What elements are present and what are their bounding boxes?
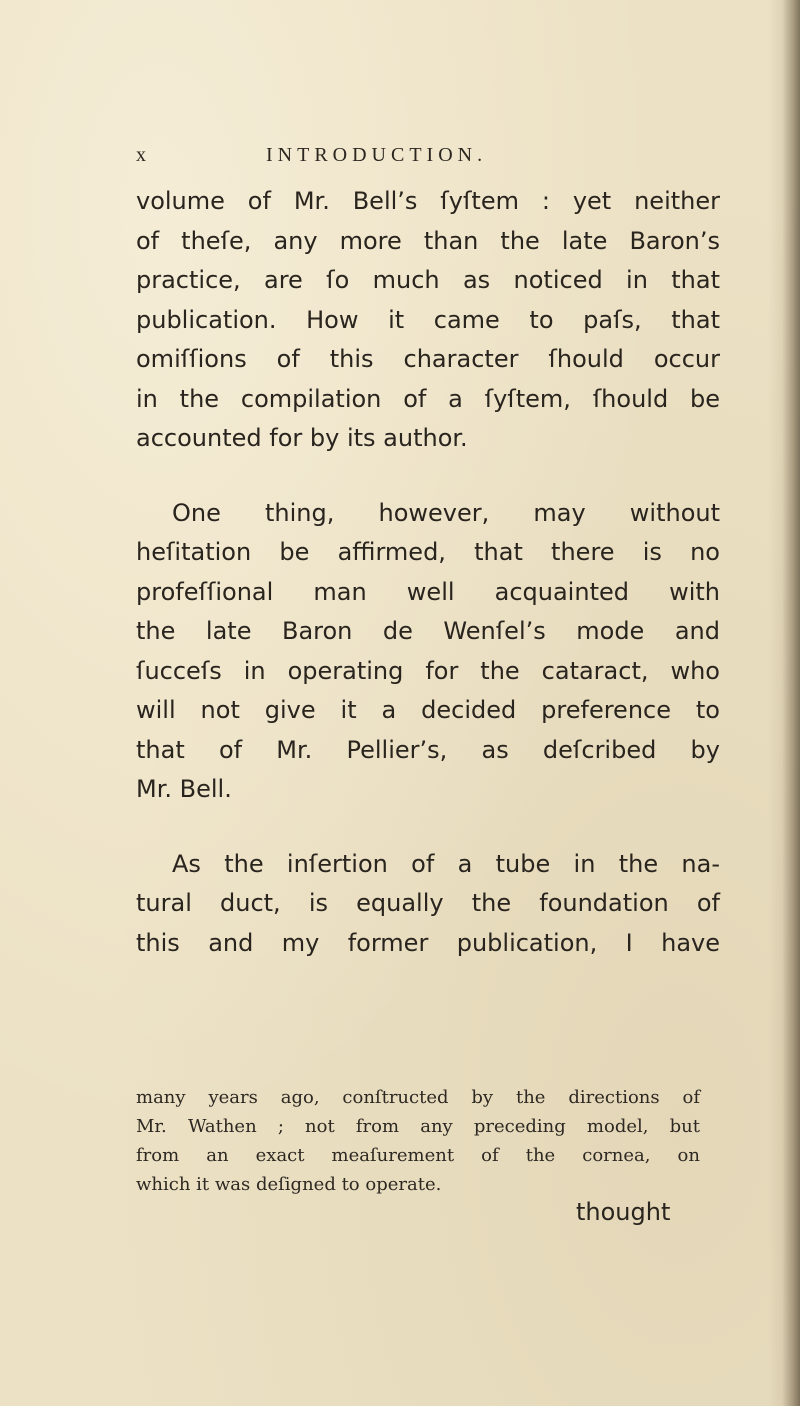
text-line: that of Mr. Pellier’s, as deſcribed by — [136, 735, 720, 764]
footnote-line: which it was deſigned to operate. — [136, 1174, 442, 1195]
text-line: One thing, however, may without — [172, 498, 720, 527]
footnote-line: Mr. Wathen ; not from any preceding model, but — [136, 1116, 700, 1137]
text-line: ſucceſs in operating for the cataract, who — [136, 656, 720, 685]
page-edge-shadow — [782, 0, 800, 1406]
text-line: Mr. Bell. — [136, 775, 232, 803]
footnote — [136, 1083, 700, 1199]
footnote-line: many years ago, conſtructed by the directions of — [136, 1087, 700, 1108]
text-line: tural duct, is equally the foundation of — [136, 889, 720, 917]
text-line: of theſe, any more than the late Baron’s — [136, 226, 720, 255]
page-number: x — [136, 144, 151, 166]
text-line: this and my former publication, I have — [136, 928, 720, 957]
paragraph — [136, 182, 720, 459]
text-line: practice, are ſo much as noticed in that — [136, 266, 720, 294]
paragraph-gap — [136, 459, 720, 494]
text-line: will not give it a decided preference to — [136, 696, 720, 724]
running-head-title: INTRODUCTION. — [266, 144, 488, 166]
body-text — [136, 182, 720, 963]
text-line: accounted for by its author. — [136, 424, 468, 452]
text-line: in the compilation of a ſyſtem, ſhould be — [136, 384, 720, 413]
paragraph — [136, 845, 720, 964]
paragraph-gap — [136, 810, 720, 845]
running-head — [0, 144, 800, 174]
text-line: publication. How it came to paſs, that — [136, 305, 720, 334]
text-line: omiſſions of this character ſhould occur — [136, 345, 720, 373]
text-line: As the inſertion of a tube in the na- — [172, 849, 720, 878]
text-line: the late Baron de Wenſel’s mode and — [136, 617, 720, 645]
catchword: thought — [576, 1198, 671, 1226]
text-line: heſitation be affirmed, that there is no — [136, 538, 720, 566]
footnote-line: from an exact meaſurement of the cornea, on — [136, 1145, 700, 1166]
text-line: profeſſional man well acquainted with — [136, 577, 720, 606]
paragraph — [136, 494, 720, 810]
text-line: volume of Mr. Bell’s ſyſtem : yet neither — [136, 187, 720, 215]
